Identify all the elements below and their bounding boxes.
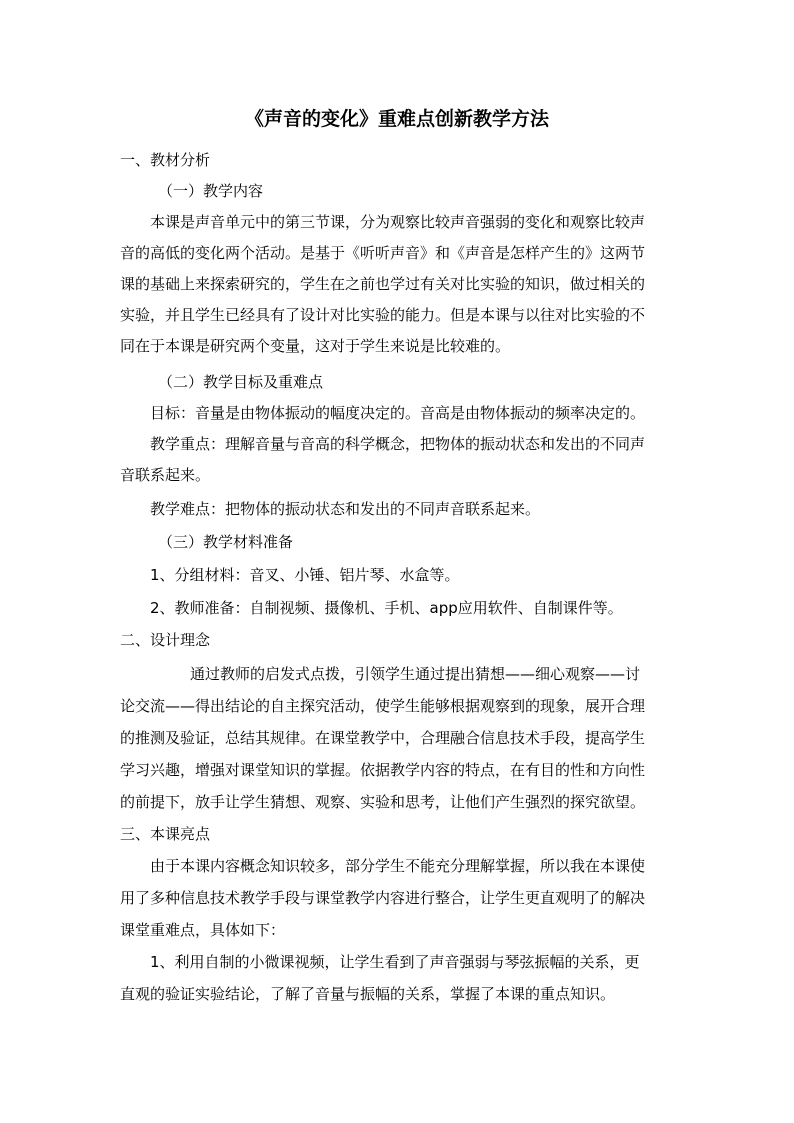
section-heading-highlights: 三、本课亮点 <box>120 825 211 843</box>
subsection-heading-teaching-content: （一）教学内容 <box>158 182 264 200</box>
paragraph-line: 的推测及验证，总结其规律。在课堂教学中，合理融合信息技术手段，提高学生 <box>120 729 646 747</box>
paragraph-line: 通过教师的启发式点拨，引领学生通过提出猜想——细心观察——讨 <box>190 665 641 683</box>
paragraph-line: 教学难点：把物体的振动状态和发出的不同声音联系起来。 <box>150 500 541 518</box>
paragraph-line: 实验，并且学生已经具有了设计对比实验的能力。但是本课与以往对比实验的不 <box>120 306 646 324</box>
paragraph-line: 论交流——得出结论的自主探究活动，使学生能够根据观察到的现象，展开合理 <box>120 697 646 715</box>
paragraph-line: 音的高低的变化两个活动。是基于《听听声音》和《声音是怎样产生的》这两节 <box>120 244 646 262</box>
section-heading-materials-analysis: 一、教材分析 <box>120 151 211 169</box>
paragraph-line: 音联系起来。 <box>120 466 211 484</box>
paragraph-line: 本课是声音单元中的第三节课，分为观察比较声音强弱的变化和观察比较声 <box>150 213 646 231</box>
section-heading-design-concept: 二、设计理念 <box>120 631 211 649</box>
subsection-heading-goals: （二）教学目标及重难点 <box>158 373 324 391</box>
subsection-heading-materials: （三）教学材料准备 <box>158 533 294 551</box>
paragraph-line: 课堂重难点，具体如下： <box>120 921 286 939</box>
paragraph-line: 目标：音量是由物体振动的幅度决定的。音高是由物体振动的频率决定的。 <box>150 404 646 422</box>
paragraph-line: 同在于本课是研究两个变量，这对于学生来说是比较难的。 <box>120 337 511 355</box>
document-title: 《声音的变化》重难点创新教学方法 <box>244 108 549 130</box>
paragraph-line: 用了多种信息技术教学手段与课堂教学内容进行整合，让学生更直观明了的解决 <box>120 889 646 907</box>
list-item: 2、教师准备：自制视频、摄像机、手机、app应用软件、自制课件等。 <box>150 599 623 617</box>
paragraph-line: 的前提下，放手让学生猜想、观察、实验和思考，让他们产生强烈的探究欲望。 <box>120 793 646 811</box>
paragraph-line: 由于本课内容概念知识较多，部分学生不能充分理解掌握，所以我在本课使 <box>150 857 646 875</box>
paragraph-line: 课的基础上来探索研究的，学生在之前也学过有关对比实验的知识，做过相关的 <box>120 275 646 293</box>
list-item: 1、分组材料：音叉、小锤、铝片琴、水盒等。 <box>150 566 460 584</box>
paragraph-line: 学习兴趣，增强对课堂知识的掌握。依据教学内容的特点，在有目的性和方向性 <box>120 761 646 779</box>
paragraph-line: 教学重点：理解音量与音高的科学概念，把物体的振动状态和发出的不同声 <box>150 435 646 453</box>
list-item: 1、利用自制的小微课视频，让学生看到了声音强弱与琴弦振幅的关系，更 <box>150 953 640 971</box>
paragraph-line: 直观的验证实验结论，了解了音量与振幅的关系，掌握了本课的重点知识。 <box>120 985 616 1003</box>
